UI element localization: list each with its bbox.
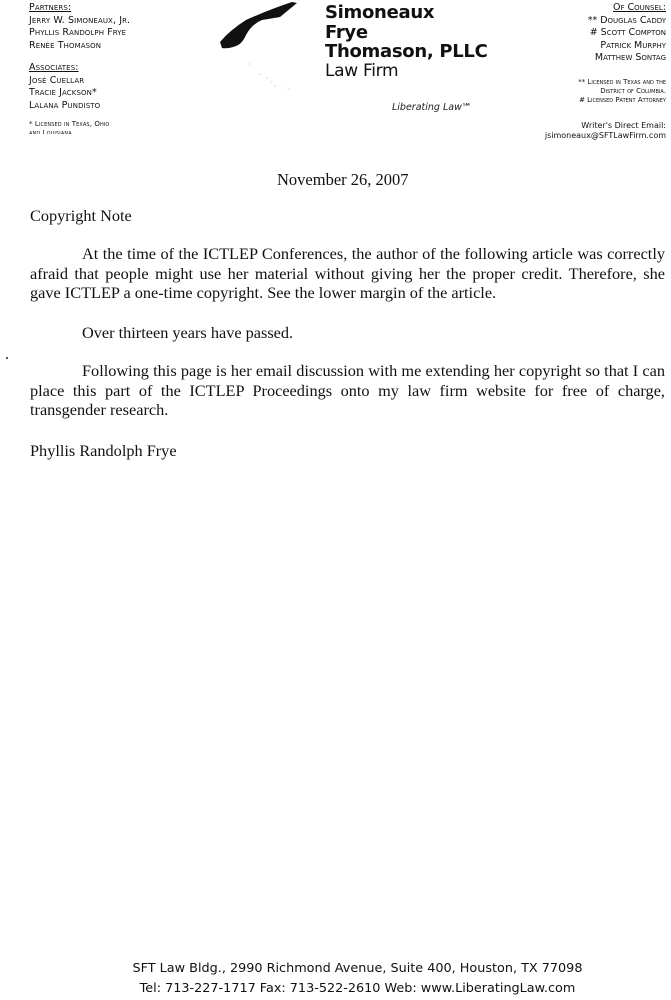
writer-email-address[interactable]: jsimoneaux@SFTLawFirm.com [544, 130, 666, 140]
licensing-note-right [545, 78, 666, 105]
firm-name-line: Law Firm [325, 60, 399, 81]
of-counsel-heading: Of Counsel: [613, 2, 666, 13]
licensing-note-line: # Licensed Patent Attorney [579, 95, 666, 104]
counsel-name: Patrick Murphy [600, 39, 666, 51]
swoosh-logo-icon [218, 2, 298, 50]
letter-date: November 26, 2007 [277, 170, 409, 189]
associate-name: José Cuellar [29, 74, 85, 86]
paragraph-text: Over thirteen years have passed. [82, 323, 294, 342]
partner-name: Phyllis Randolph Frye [29, 27, 127, 38]
scan-artifact [6, 357, 8, 359]
firm-name [325, 3, 488, 81]
logo-scan-specks [245, 60, 315, 96]
writer-email-block [545, 121, 666, 141]
firm-name-line: Thomason, PLLC [325, 41, 488, 62]
associates-heading: Associates: [29, 62, 79, 73]
firm-name-line: Frye [325, 21, 368, 43]
footer-contact: Tel: 713-227-1717 Fax: 713-522-2610 Web: www.LiberatingLaw.com [139, 981, 576, 996]
partner-name: Jerry W. Simoneaux, Jr. [29, 14, 131, 26]
letter-paragraph [30, 244, 665, 303]
associate-name: Lalana Pundisto [29, 99, 101, 111]
partners-heading: Partners: [29, 2, 72, 13]
paragraph-text: Following this page is her email discussion with me extending her copyright so that I can place this part of the ICTLEP Proceedings onto my law firm website for free of charge, transgender research. [30, 361, 665, 419]
letter-title: Copyright Note [30, 206, 132, 225]
letter-paragraph [30, 361, 665, 420]
letterhead-left-column [29, 2, 130, 134]
licensing-note-line: District of Columbia. [600, 86, 666, 95]
writer-email-label: Writer's Direct Email: [581, 120, 666, 130]
letterhead-right-column [545, 2, 666, 141]
signature: Phyllis Randolph Frye [30, 441, 177, 460]
licensing-note-left [29, 120, 130, 134]
licensing-note-line: ** Licensed in Texas and the [578, 77, 666, 86]
partner-name: Renée Thomason [29, 39, 102, 51]
footer-address: SFT Law Bldg., 2990 Richmond Avenue, Suite 400, Houston, TX 77098 [132, 961, 583, 976]
licensing-note-line: * Licensed in Texas, Ohio [29, 120, 110, 128]
firm-name-line: Simoneaux [325, 2, 435, 23]
counsel-name: Matthew Sontag [594, 52, 666, 63]
counsel-name: ** Douglas Caddy [587, 14, 666, 26]
paragraph-text: At the time of the ICTLEP Conferences, the author of the following article was correctly afraid that people might use her material without giving her the proper credit. Therefore, she gave ICTLEP a one-time copyright. See the lower margin of the article. [30, 244, 665, 302]
associate-name: Tracie Jackson* [29, 87, 97, 98]
licensing-note-line: and Louisiana [29, 129, 72, 134]
counsel-name: # Scott Compton [589, 27, 666, 38]
firm-tagline: Liberating Law℠ [392, 102, 472, 113]
letter-paragraph [30, 323, 665, 343]
